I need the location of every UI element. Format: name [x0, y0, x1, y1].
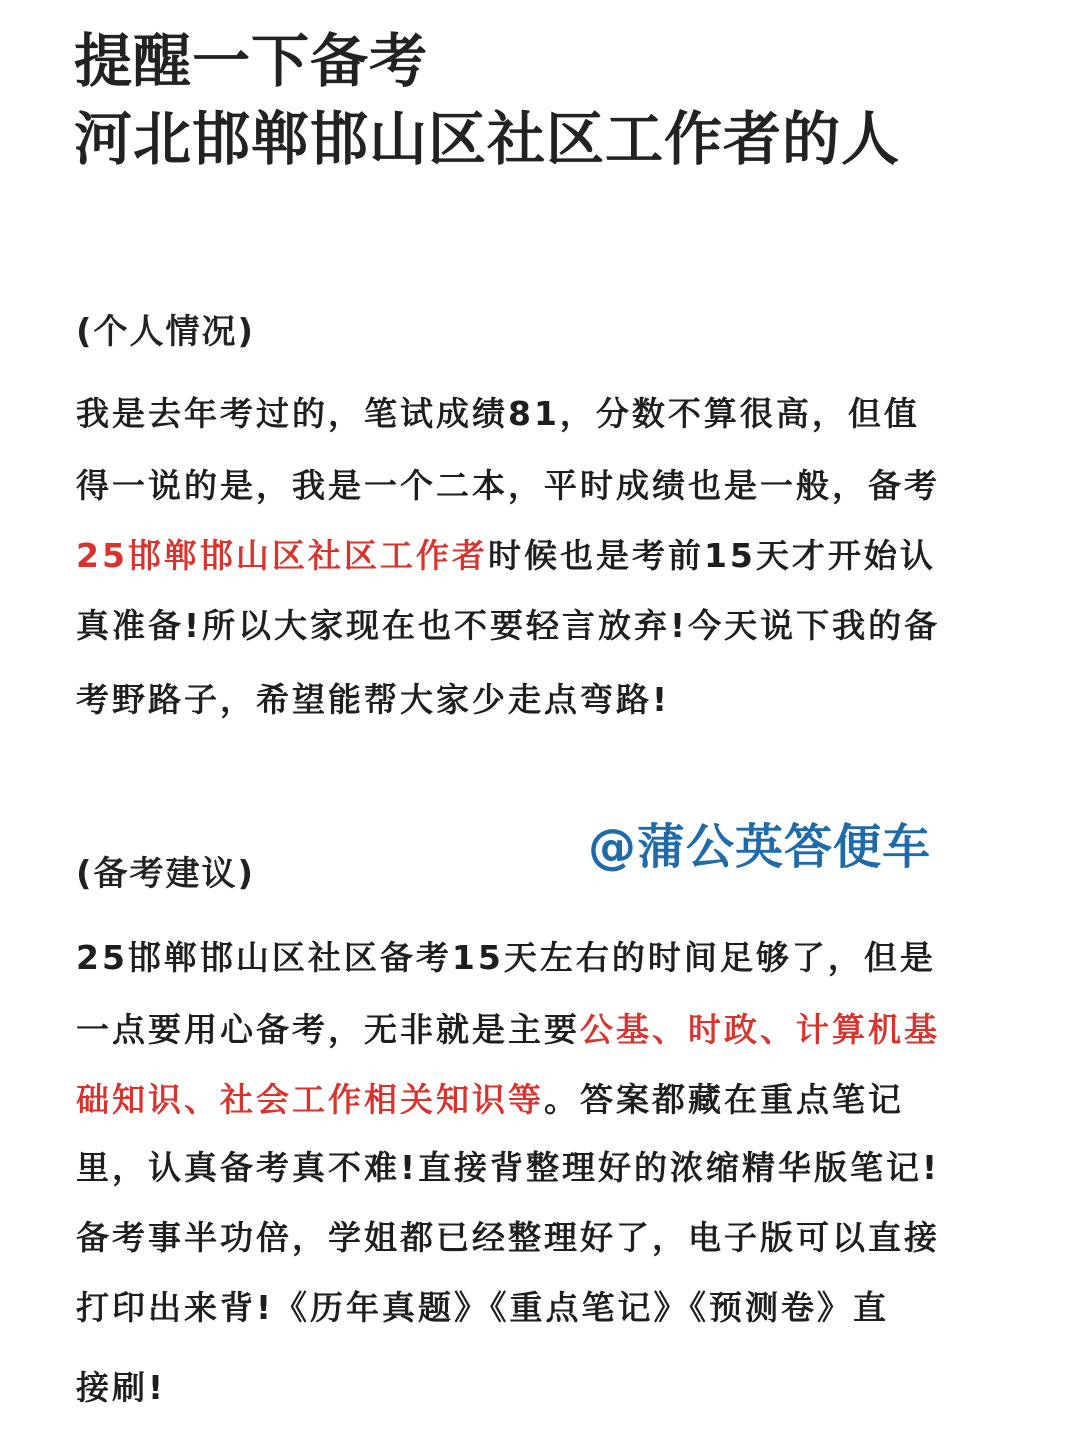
paragraph-line: [76, 1362, 166, 1409]
text-segment: 接刷!: [76, 1368, 167, 1407]
section-heading-personal: (个人情况): [76, 312, 256, 352]
paragraph-line: [76, 932, 936, 979]
paragraph-line: [76, 388, 920, 435]
text-segment: 里，认真备考真不难!直接背整理好的浓缩精华版笔记!: [76, 1148, 941, 1187]
highlighted-text: 公基、时政、计算机基: [580, 1010, 940, 1049]
text-segment: 25邯郸邯山区社区备考15天左右的时间足够了，但是: [76, 938, 936, 977]
text-segment: 得一说的是，我是一个二本，平时成绩也是一般，备考: [76, 466, 940, 505]
text-segment: 我是去年考过的，笔试成绩81，分数不算很高，但值: [76, 394, 920, 433]
text-segment: 。答案都藏在重点笔记: [544, 1080, 904, 1119]
paragraph-line: [76, 674, 670, 721]
text-segment: 一点要用心备考，无非就是主要: [76, 1010, 580, 1049]
paragraph-line: [76, 1212, 940, 1259]
paragraph-line: [76, 600, 940, 647]
paragraph-line: [76, 1142, 940, 1189]
paragraph-line: [76, 1074, 904, 1121]
highlighted-text: 25邯郸邯山区社区工作者: [76, 536, 488, 575]
page-title: [74, 22, 1014, 178]
title-line-2: 河北邯郸邯山区社区工作者的人: [74, 105, 901, 173]
text-segment: 时候也是考前15天才开始认: [487, 536, 936, 575]
title-line-1: 提醒一下备考: [74, 27, 429, 95]
text-segment: 打印出来背!《历年真题》《重点笔记》《预测卷》直: [76, 1288, 890, 1327]
paragraph-line: [76, 1004, 940, 1051]
section-heading-advice: (备考建议): [76, 854, 256, 894]
paragraph-line: [76, 1282, 889, 1329]
watermark: @蒲公英答便车: [588, 819, 932, 875]
paragraph-line: [76, 460, 940, 507]
text-segment: 考野路子，希望能帮大家少走点弯路!: [76, 680, 671, 719]
text-segment: 真准备!所以大家现在也不要轻言放弃!今天说下我的备: [76, 606, 941, 645]
highlighted-text: 础知识、社会工作相关知识等: [76, 1080, 544, 1119]
text-segment: 备考事半功倍，学姐都已经整理好了，电子版可以直接: [76, 1218, 940, 1257]
paragraph-line: [76, 530, 936, 577]
